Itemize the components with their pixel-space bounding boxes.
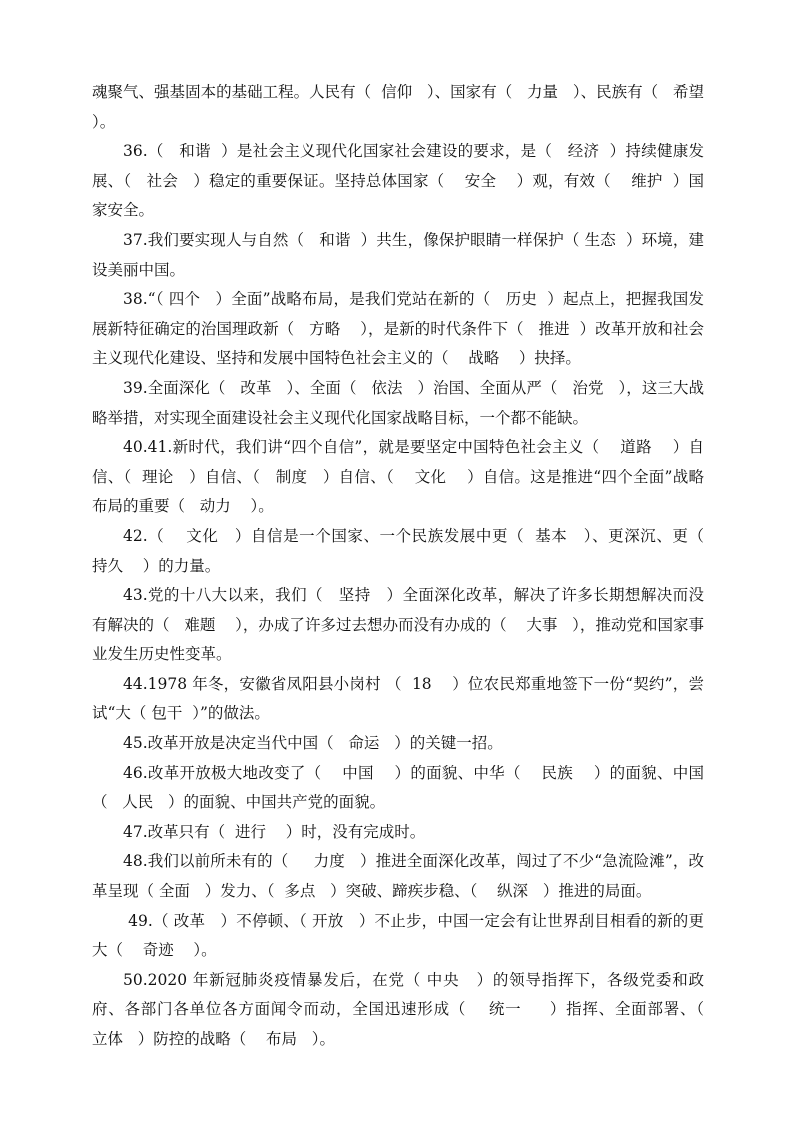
question-37: 37.我们要实现人与自然（ 和谐 ）共生，像保护眼睛一样保护（ 生态 ）环境，建设美丽中国。	[92, 230, 704, 279]
question-49: 49.（ 改革 ）不停顿、（ 开放 ）不止步，中国一定会有让世界刮目相看的新的更大（ 奇迹 ）。	[92, 911, 704, 960]
question-40-41: 40.41.新时代，我们讲“四个自信”，就是要坚定中国特色社会主义（ 道路 ）自信、（ 理论 ）自信、（ 制度 ）自信、（ 文化 ）自信。这是推进“四个全面”战略布局的重要（ 动力 ）。	[92, 438, 704, 516]
question-36: 36.（ 和谐 ）是社会主义现代化国家社会建设的要求，是（ 经济 ）持续健康发展、（ 社会 ）稳定的重要保证。坚持总体国家（ 安全 ）观，有效（ 维护 ）国家安全。	[92, 142, 704, 220]
question-45: 45.改革开放是决定当代中国（ 命运 ）的关键一招。	[123, 734, 503, 753]
question-43: 43.党的十八大以来，我们（ 坚持 ）全面深化改革，解决了许多长期想解决而没有解决的（ 难题 ），办成了许多过去想办而没有办成的（ 大事 ），推动党和国家事业发生历史性变革。	[92, 586, 704, 664]
question-50: 50.2020 年新冠肺炎疫情暴发后，在党（ 中央 ）的领导指挥下，各级党委和政府、各部门各单位各方面闻令而动，全国迅速形成（ 统一 ）指挥、全面部署、（ 立体 ）防控的战略（ 布局 ）。	[92, 970, 729, 1048]
question-44: 44.1978 年冬，安徽省凤阳县小岗村 （ 18 ）位农民郑重地签下一份“契约”，尝试“大（ 包干 ）”的做法。	[92, 674, 704, 723]
question-46: 46.改革开放极大地改变了（ 中国 ）的面貌、中华（ 民族 ）的面貌、中国（ 人民 ）的面貌、中国共产党的面貌。	[92, 763, 704, 812]
paragraph-35-continuation: 魂聚气、强基固本的基础工程。人民有（ 信仰 ）、国家有（ 力量 ）、民族有（ 希望 ）。	[92, 83, 714, 131]
question-42: 42.（ 文化 ）自信是一个国家、一个民族发展中更（ 基本 ）、更深沉、更（ 持久 ）的力量。	[92, 526, 719, 575]
document-body	[92, 78, 729, 1055]
question-47: 47.改革只有（ 进行 ）时，没有完成时。	[123, 822, 426, 841]
question-39: 39.全面深化（ 改革 ）、全面（ 依法 ）治国、全面从严（ 治党 ），这三大战略举措，对实现全面建设社会主义现代化国家战略目标，一个都不能缺。	[92, 378, 704, 427]
question-48: 48.我们以前所未有的（ 力度 ）推进全面深化改革，闯过了不少“急流险滩”，改革呈现（ 全面 ）发力、（ 多点 ）突破、蹄疾步稳、（ 纵深 ）推进的局面。	[92, 852, 704, 901]
question-38: 38.“（ 四个 ）全面”战略布局，是我们党站在新的（ 历史 ）起点上，把握我国发展新特征确定的治国理政新（ 方略 ），是新的时代条件下（ 推进 ）改革开放和社会主义现代化建设、坚持和发展中国特色社会主义的（ 战略 ）抉择。	[92, 290, 704, 368]
